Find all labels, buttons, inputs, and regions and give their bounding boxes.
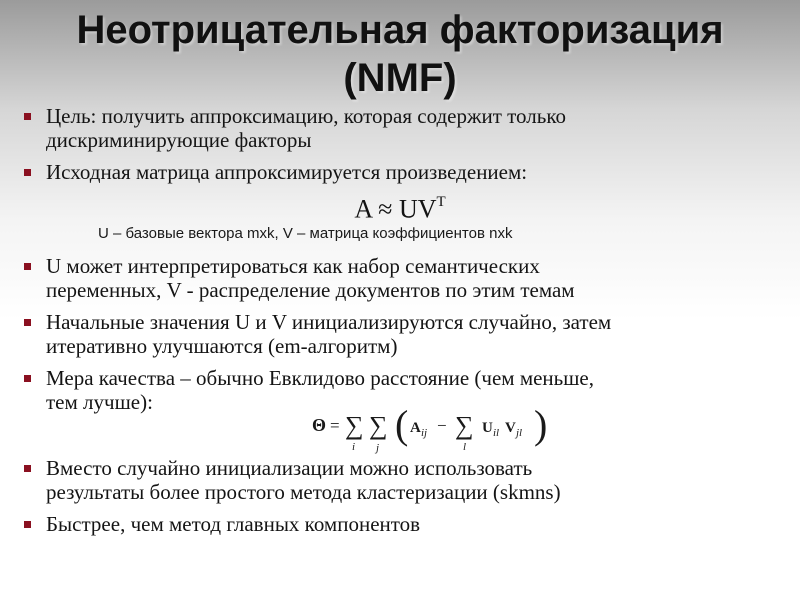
matrix-a: A <box>410 420 421 436</box>
matrix-a-sub: ij <box>421 427 428 439</box>
sum-l-icon: ∑ <box>455 411 474 440</box>
sum-index-l: l <box>463 441 467 453</box>
formula-approx-sign: ≈ <box>378 194 393 224</box>
bullet-item <box>24 104 764 152</box>
bullet-item <box>24 310 764 358</box>
equals-sign: = <box>330 416 340 435</box>
bullet-marker-icon <box>24 521 31 528</box>
matrix-u-sub: il <box>493 427 500 439</box>
bullet-text-line1: Вместо случайно инициализации можно использовать <box>46 456 533 480</box>
matrix-v: V <box>505 420 516 436</box>
slide-title <box>0 6 800 102</box>
bullet-marker-icon <box>24 375 31 382</box>
bullet-text-line1: Исходная матрица аппроксимируется произведением: <box>46 160 528 184</box>
slide-title-line2: (NMF) <box>343 56 457 100</box>
bullet-item <box>24 512 764 536</box>
sum-index-i: i <box>352 441 356 453</box>
bullet-marker-icon <box>24 319 31 326</box>
bullet-item <box>24 254 764 302</box>
bullet-item <box>24 160 764 184</box>
bullet-marker-icon <box>24 113 31 120</box>
left-paren: ( <box>395 402 409 447</box>
bullet-marker-icon <box>24 263 31 270</box>
right-paren: ) <box>534 402 548 447</box>
formula-quality-measure <box>312 400 562 456</box>
slide-title-line1: Неотрицательная факторизация <box>76 8 724 52</box>
bullet-text-line2: тем лучше): <box>46 390 153 414</box>
bullet-text-line1: Мера качества – обычно Евклидово расстояние (чем меньше, <box>46 366 594 390</box>
formula-lhs: A <box>354 194 372 224</box>
matrix-u: U <box>482 420 493 436</box>
matrix-v-sub: jl <box>516 427 523 439</box>
bullet-marker-icon <box>24 465 31 472</box>
bullet-text-line1: Цель: получить аппроксимацию, которая содержит только <box>46 104 566 128</box>
bullet-text-line2: дискриминирующие факторы <box>46 128 312 152</box>
theta-symbol: Θ <box>312 415 327 435</box>
bullet-marker-icon <box>24 169 31 176</box>
sum-index-j: j <box>376 442 380 454</box>
bullet-text-line1: U может интерпретироваться как набор семантических <box>46 254 540 278</box>
sum-i-icon: ∑ <box>345 411 364 440</box>
bullet-text-line2: результаты более простого метода кластеризации (skmns) <box>46 480 561 504</box>
bullet-item <box>24 456 764 504</box>
formula-approximation <box>0 190 800 224</box>
bullet-text-line2: итеративно улучшаются (em-алгоритм) <box>46 334 398 358</box>
bullet-text-line2: переменных, V - распределение документов по этим темам <box>46 278 575 302</box>
sum-j-icon: ∑ <box>369 411 388 440</box>
formula-note: U – базовые вектора mxk, V – матрица коэффициентов nxk <box>98 225 513 242</box>
bullet-text-line1: Быстрее, чем метод главных компонентов <box>46 512 421 536</box>
formula-rhs: UV <box>398 194 437 224</box>
formula-transpose: T <box>436 194 446 210</box>
minus-sign: − <box>437 416 447 435</box>
bullet-text-line1: Начальные значения U и V инициализируются случайно, затем <box>46 310 612 334</box>
